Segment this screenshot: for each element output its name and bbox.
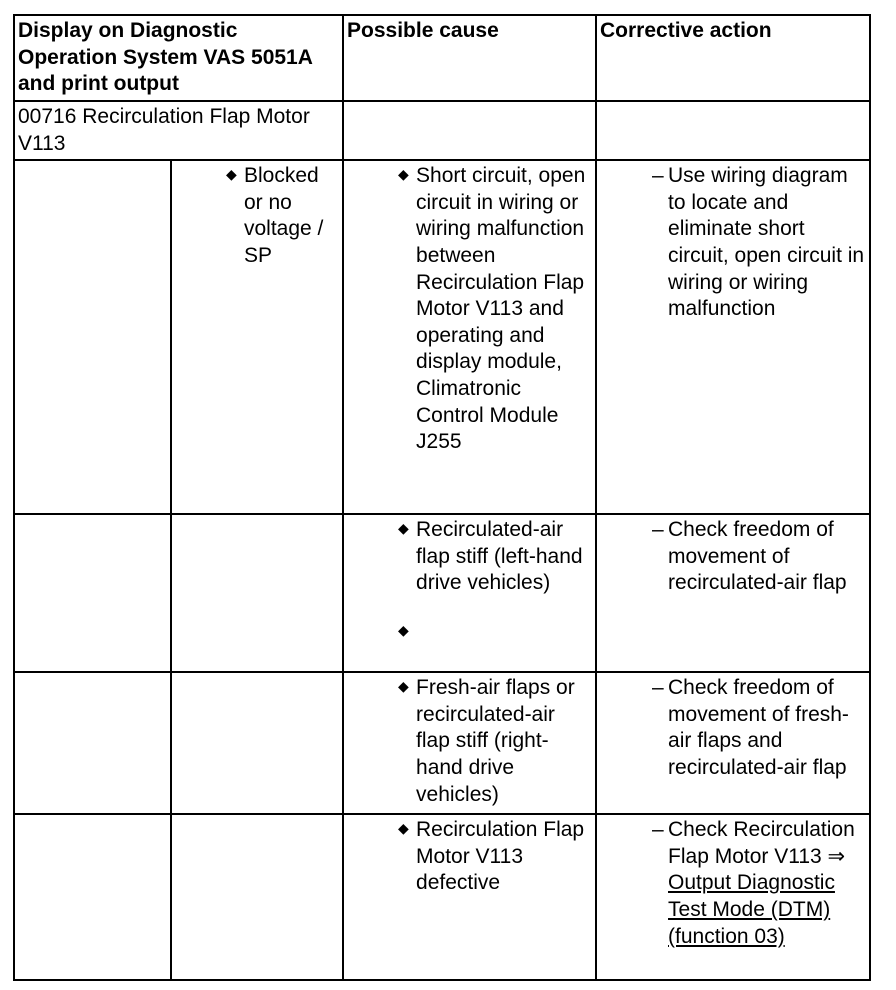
dash-icon: –	[652, 818, 664, 842]
header-corrective-action: Corrective action	[596, 15, 870, 101]
empty-cell	[171, 814, 343, 980]
cause-text: Short circuit, open circuit in wiring or wiring malfunction between Recirculation Flap Motor V113 and operating and display module, Climatronic Control Module J255	[416, 164, 586, 454]
table-row	[14, 672, 870, 814]
header-row	[14, 15, 870, 101]
code-cause-empty	[343, 101, 596, 160]
action-item	[650, 517, 866, 597]
dash-icon: –	[652, 164, 664, 188]
diagnostic-table	[13, 14, 871, 981]
fault-type-item	[222, 163, 339, 269]
cause-text: Recirculated-air flap stiff (left-hand drive vehicles)	[416, 518, 583, 595]
empty-cell	[14, 672, 171, 814]
bullet-icon: ◆	[398, 820, 409, 837]
dash-icon: –	[652, 676, 664, 700]
cause-item	[394, 675, 592, 808]
action-text: Check freedom of movement of fresh-air flaps and recirculated-air flap	[668, 676, 849, 779]
table-row	[14, 160, 870, 514]
header-display: Display on Diagnostic Operation System VAS 5051A and print output	[14, 15, 343, 101]
cause-item	[394, 517, 592, 597]
cause-item	[394, 817, 592, 897]
cause-text: Fresh-air flaps or recirculated-air flap stiff (right-hand drive vehicles)	[416, 676, 575, 806]
empty-cell	[14, 160, 171, 514]
action-item	[650, 675, 866, 781]
action-item	[650, 163, 866, 323]
cause-text: Recirculation Flap Motor V113 defective	[416, 818, 585, 895]
empty-cell	[14, 514, 171, 672]
fault-type-cell	[171, 160, 343, 514]
cause-item	[394, 163, 592, 456]
action-cell	[596, 814, 870, 980]
empty-cell	[14, 814, 171, 980]
fault-code-cell: 00716 Recirculation Flap Motor V113	[14, 101, 343, 160]
action-text: Check Recirculation Flap Motor V113 ⇒	[668, 818, 855, 868]
fault-type-label: Blocked or no voltage / SP	[244, 164, 324, 267]
dtm-function-link[interactable]: Output Diagnostic Test Mode (DTM) (function 03)	[668, 871, 835, 948]
bullet-icon: ◆	[226, 166, 237, 183]
action-cell	[596, 514, 870, 672]
cause-cell	[343, 814, 596, 980]
table-row	[14, 514, 870, 672]
cause-cell	[343, 672, 596, 814]
cause-cell	[343, 514, 596, 672]
action-cell	[596, 160, 870, 514]
bullet-icon: ◆	[398, 621, 409, 638]
bullet-icon: ◆	[398, 166, 409, 183]
empty-cell	[171, 672, 343, 814]
action-cell	[596, 672, 870, 814]
action-item	[650, 817, 866, 950]
bullet-icon: ◆	[398, 678, 409, 695]
cause-cell	[343, 160, 596, 514]
table-row	[14, 814, 870, 980]
empty-cell	[171, 514, 343, 672]
action-text: Check freedom of movement of recirculated-air flap	[668, 518, 847, 595]
bullet-icon: ◆	[398, 520, 409, 537]
empty-bullet-item	[394, 619, 592, 645]
dash-icon: –	[652, 518, 664, 542]
header-possible-cause: Possible cause	[343, 15, 596, 101]
code-row	[14, 101, 870, 160]
code-action-empty	[596, 101, 870, 160]
action-text: Use wiring diagram to locate and eliminate short circuit, open circuit in wiring or wiring malfunction	[668, 164, 865, 321]
